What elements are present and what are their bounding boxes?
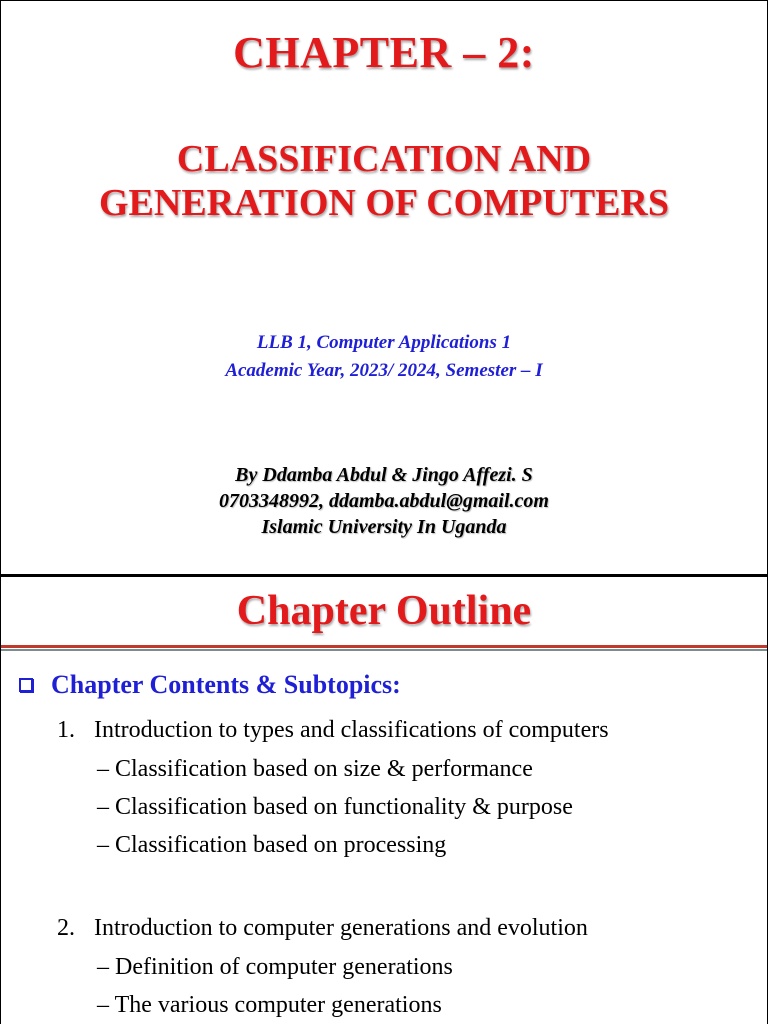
author-institution: Islamic University In Uganda — [261, 516, 507, 538]
sub-item — [97, 832, 446, 859]
outline-title: Chapter Outline — [236, 588, 532, 634]
subtitle-line-2: GENERATION OF COMPUTERS — [98, 182, 670, 224]
sub-item-text: Classification based on size & performance — [115, 756, 533, 782]
sub-item — [97, 756, 533, 783]
list-item-text: Introduction to computer generations and evolution — [94, 915, 588, 941]
checkbox-bullet-icon — [19, 678, 33, 692]
dash-bullet-icon: – — [97, 954, 109, 980]
title-divider — [1, 645, 767, 651]
sub-item-text: Definition of computer generations — [115, 954, 453, 980]
author-contact: 0703348992, ddamba.abdul@gmail.com — [219, 490, 549, 512]
contents-heading: Chapter Contents & Subtopics: — [51, 670, 401, 699]
outline-slide — [0, 575, 768, 1024]
course-line-2: Academic Year, 2023/ 2024, Semester – I — [225, 360, 543, 381]
sub-item-text: Classification based on functionality & purpose — [115, 794, 573, 820]
subtitle-line-1: CLASSIFICATION AND — [176, 138, 592, 180]
course-info — [1, 329, 767, 385]
dash-bullet-icon: – — [97, 992, 109, 1018]
list-item-number: 1. — [57, 717, 75, 743]
dash-bullet-icon: – — [97, 756, 109, 782]
dash-bullet-icon: – — [97, 832, 109, 858]
course-line-1: LLB 1, Computer Applications 1 — [256, 332, 512, 353]
sub-item — [97, 954, 453, 981]
chapter-title: CHAPTER – 2: — [233, 28, 535, 77]
list-item-text: Introduction to types and classifications of computers — [94, 717, 609, 743]
contents-heading-row — [19, 670, 401, 700]
sub-item — [97, 794, 573, 821]
author-info — [1, 462, 767, 540]
author-names: By Ddamba Abdul & Jingo Affezi. S — [235, 464, 533, 486]
dash-bullet-icon: – — [97, 794, 109, 820]
sub-item — [97, 992, 442, 1019]
sub-item-text: The various computer generations — [114, 992, 442, 1018]
sub-item-text: Classification based on processing — [115, 832, 447, 858]
chapter-subtitle — [1, 137, 767, 225]
list-item-number: 2. — [57, 915, 75, 941]
